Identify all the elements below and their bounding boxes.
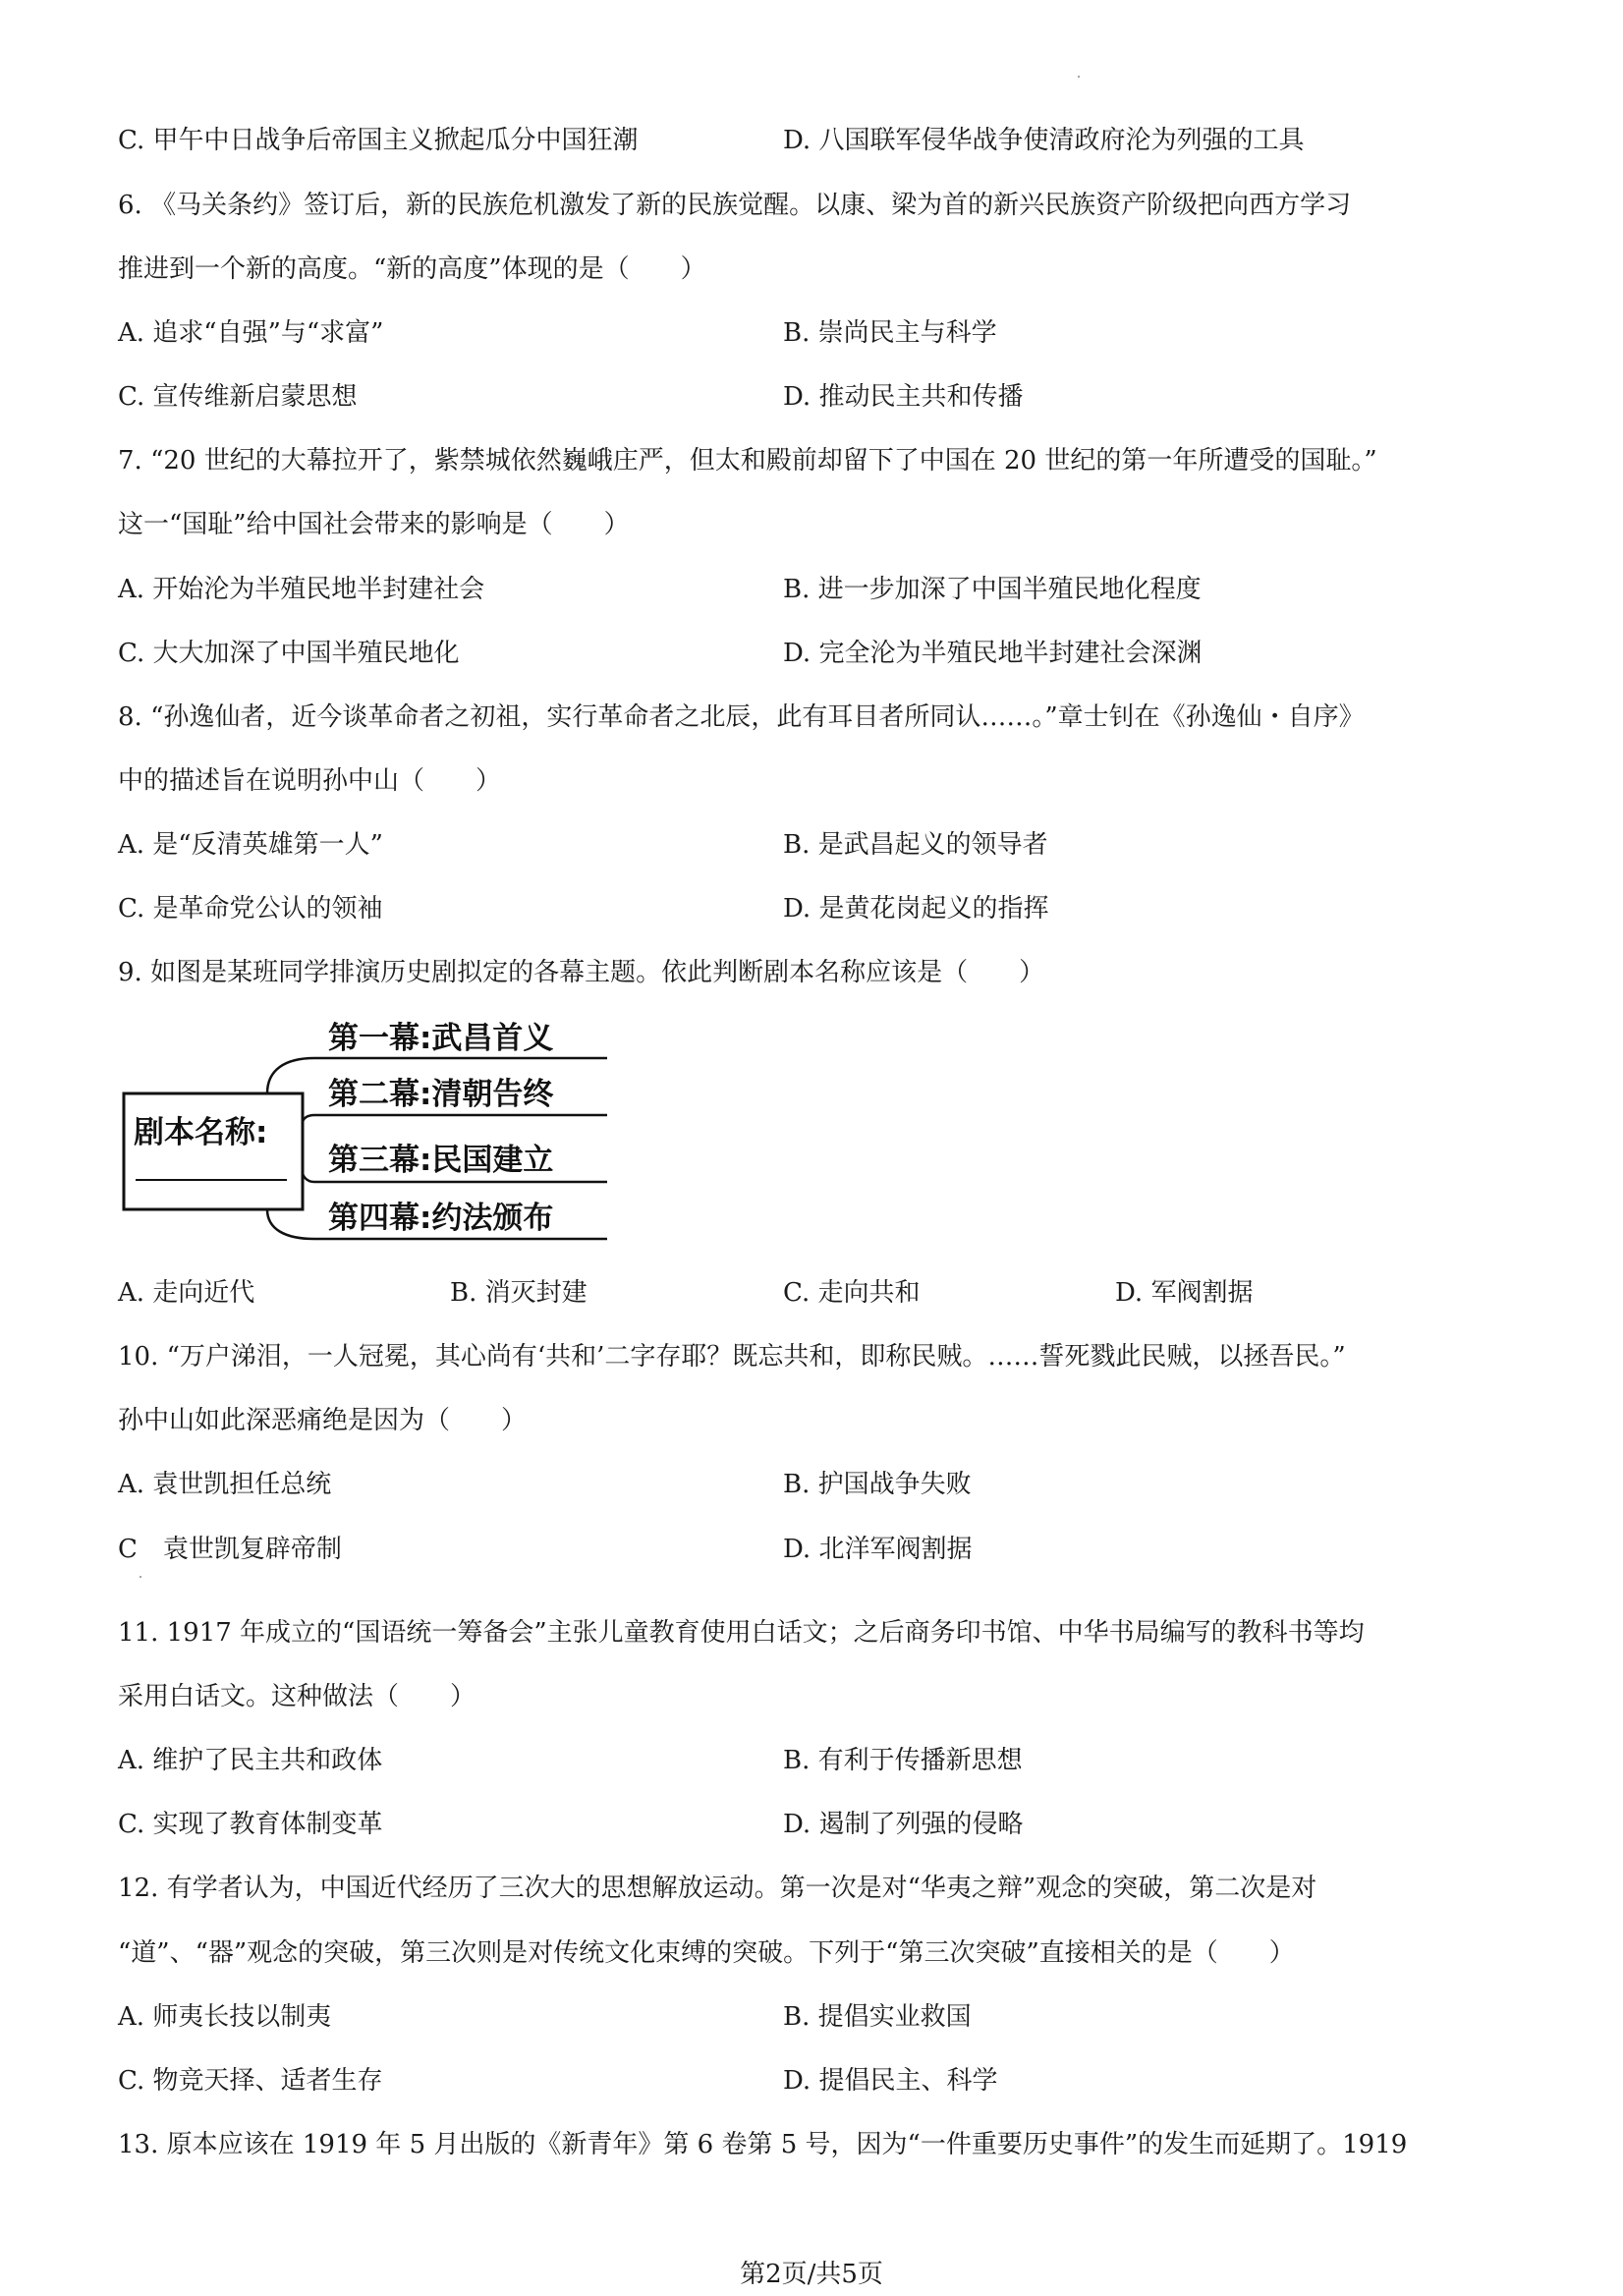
q5-option-d: D. 八国联军侵华战争使清政府沦为列强的工具 — [783, 126, 1305, 155]
q9-option-b: B. 消灭封建 — [450, 1278, 588, 1308]
scan-speck — [140, 1576, 141, 1578]
q7-stem-line2: 这一“国耻”给中国社会带来的影响是（ ） — [118, 510, 630, 539]
q7-option-b: B. 进一步加深了中国半殖民地化程度 — [783, 575, 1202, 604]
q10-stem-line2: 孙中山如此深恶痛绝是因为（ ） — [118, 1406, 528, 1435]
q8-option-b: B. 是武昌起义的领导者 — [783, 830, 1048, 860]
q12-stem-line1: 12. 有学者认为，中国近代经历了三次大的思想解放运动。第一次是对“华夷之辩”观念的突破，第二次是对 — [118, 1874, 1317, 1903]
q9-stem-line1: 9. 如图是某班同学排演历史剧拟定的各幕主题。依此判断剧本名称应该是（ ） — [118, 958, 1045, 987]
q13-stem-line1: 13. 原本应该在 1919 年 5 月出版的《新青年》第 6 卷第 5 号，因为“一件重要历史事件”的发生而延期了。1919 — [118, 2130, 1408, 2159]
act-4: 第四幕:约法颁布 — [328, 1201, 554, 1236]
play-acts-diagram — [120, 1007, 611, 1255]
q5-option-c: C. 甲午中日战争后帝国主义掀起瓜分中国狂潮 — [118, 126, 639, 155]
q10-option-c: C 袁世凯复辟帝制 — [118, 1535, 342, 1564]
q8-stem-line2: 中的描述旨在说明孙中山（ ） — [118, 766, 502, 796]
q12-option-c: C. 物竞天择、适者生存 — [118, 2066, 383, 2096]
act-3: 第三幕:民国建立 — [328, 1143, 554, 1178]
q6-option-b: B. 崇尚民主与科学 — [783, 318, 997, 348]
act-2: 第二幕:清朝告终 — [328, 1077, 554, 1112]
bracket-top-inner — [303, 1115, 314, 1123]
q6-option-a: A. 追求“自强”与“求富” — [118, 318, 384, 348]
q12-option-b: B. 提倡实业救国 — [783, 2002, 972, 2032]
q11-option-d: D. 遏制了列强的侵略 — [783, 1810, 1024, 1839]
play-name-label: 剧本名称: — [134, 1115, 268, 1150]
q7-stem-line1: 7. “20 世纪的大幕拉开了，紫禁城依然巍峨庄严，但太和殿前却留下了中国在 20 世纪的第一年所遭受的国耻。” — [118, 446, 1377, 476]
q11-option-b: B. 有利于传播新思想 — [783, 1746, 1023, 1775]
q9-option-c: C. 走向共和 — [783, 1278, 921, 1308]
q8-option-a: A. 是“反清英雄第一人” — [118, 830, 383, 860]
q8-option-c: C. 是革命党公认的领袖 — [118, 894, 383, 924]
q7-option-c: C. 大大加深了中国半殖民地化 — [118, 639, 460, 668]
bracket-top-outer — [267, 1058, 314, 1093]
q7-option-a: A. 开始沦为半殖民地半封建社会 — [118, 575, 485, 604]
bracket-bottom-outer — [267, 1209, 314, 1239]
q6-option-d: D. 推动民主共和传播 — [783, 382, 1024, 412]
q12-option-d: D. 提倡民主、科学 — [783, 2066, 998, 2096]
scan-speck — [1078, 76, 1080, 78]
q11-option-a: A. 维护了民主共和政体 — [118, 1746, 383, 1775]
q11-stem-line2: 采用白话文。这种做法（ ） — [118, 1682, 476, 1711]
q6-stem-line1: 6. 《马关条约》签订后，新的民族危机激发了新的民族觉醒。以康、梁为首的新兴民族资产阶级把向西方学习 — [118, 191, 1352, 220]
q11-option-c: C. 实现了教育体制变革 — [118, 1810, 383, 1839]
play-name-box — [124, 1093, 303, 1209]
q7-option-d: D. 完全沦为半殖民地半封建社会深渊 — [783, 639, 1203, 668]
q12-stem-line2: “道”、“器”观念的突破，第三次则是对传统文化束缚的突破。下列于“第三次突破”直接相关的是（ ） — [118, 1938, 1295, 1968]
q10-stem-line1: 10. “万户涕泪，一人冠冕，其心尚有‘共和’二字存耶？既忘共和，即称民贼。……誓死戮此民贼，以拯吾民。” — [118, 1342, 1346, 1372]
q6-stem-line2: 推进到一个新的高度。“新的高度”体现的是（ ） — [118, 254, 706, 284]
q10-option-b: B. 护国战争失败 — [783, 1470, 972, 1499]
q9-option-d: D. 军阀割据 — [1115, 1278, 1254, 1308]
q10-option-d: D. 北洋军阀割据 — [783, 1535, 973, 1564]
q9-option-a: A. 走向近代 — [118, 1278, 255, 1308]
q8-option-d: D. 是黄花岗起义的指挥 — [783, 894, 1049, 924]
q6-option-c: C. 宣传维新启蒙思想 — [118, 382, 358, 412]
q11-stem-line1: 11. 1917 年成立的“国语统一筹备会”主张儿童教育使用白话文；之后商务印书馆、中华书局编写的教科书等均 — [118, 1618, 1365, 1648]
act-1: 第一幕:武昌首义 — [328, 1021, 554, 1056]
q8-stem-line1: 8. “孙逸仙者，近今谈革命者之初祖，实行革命者之北辰，此有耳目者所同认……。”章士钊在《孙逸仙・自序》 — [118, 702, 1365, 732]
q10-option-a: A. 袁世凯担任总统 — [118, 1470, 332, 1499]
q12-option-a: A. 师夷长技以制夷 — [118, 2002, 332, 2032]
page-number: 第2页/共5页 — [740, 2260, 883, 2289]
bracket-bottom-inner — [303, 1172, 314, 1182]
